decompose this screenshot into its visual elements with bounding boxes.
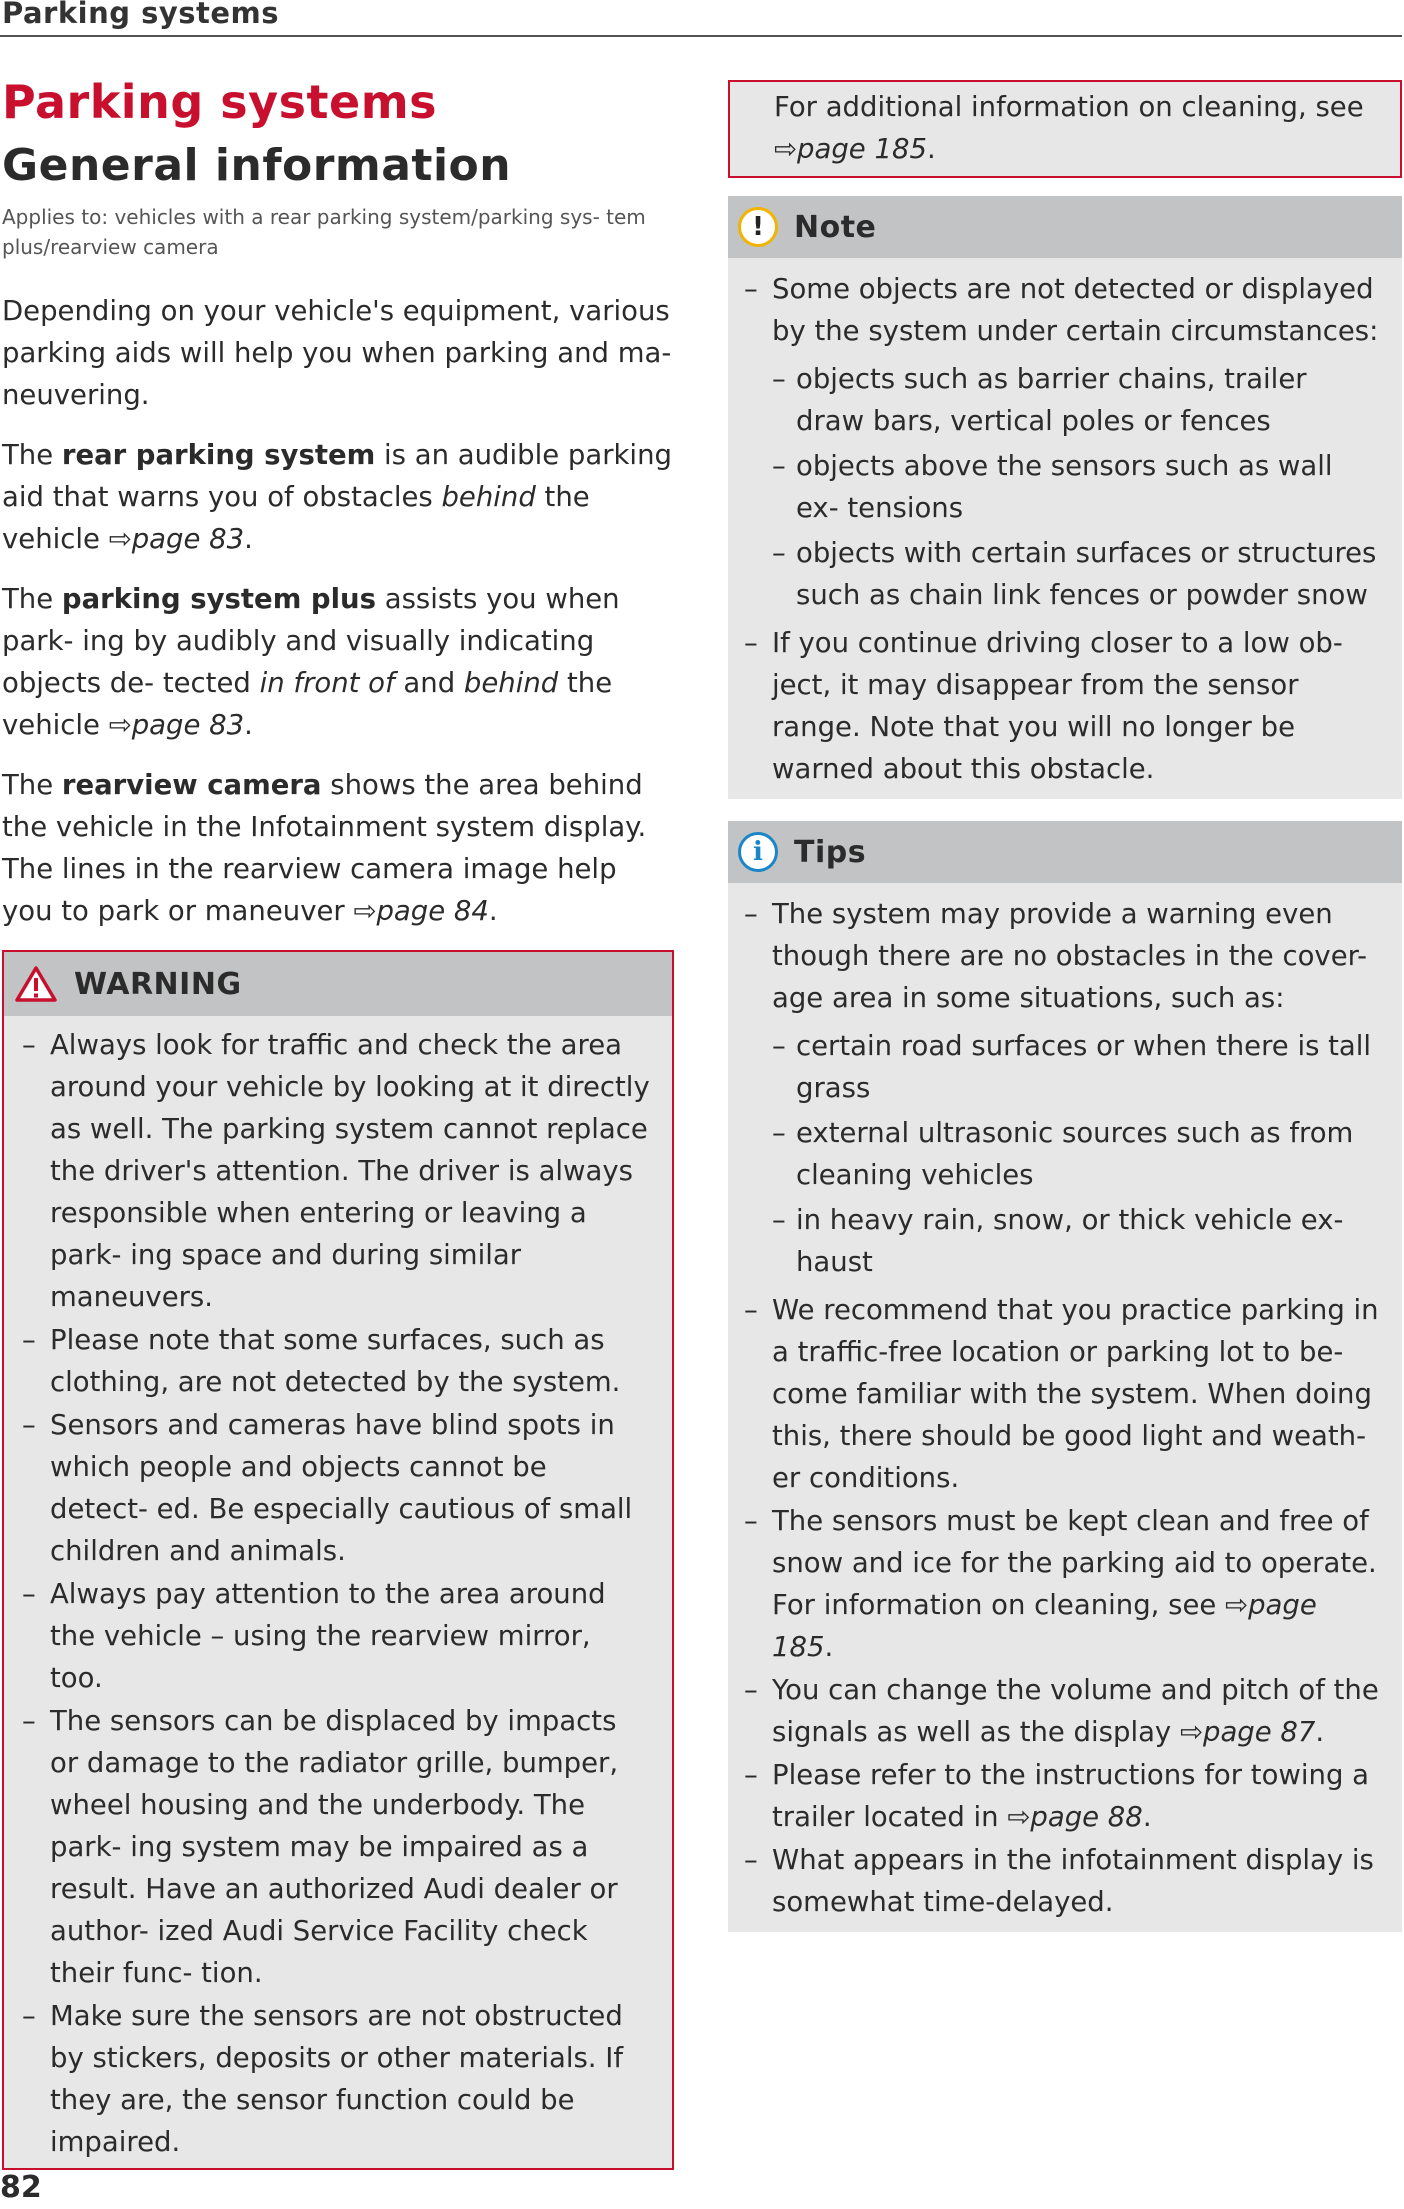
left-column bbox=[2, 70, 674, 2170]
tips-item: – You can change the volume and pitch of the signals as well as the display ⇨page 87. bbox=[742, 1669, 1382, 1753]
page-ref-link[interactable]: ⇨page 83 bbox=[108, 709, 245, 741]
warning-label: WARNING bbox=[74, 966, 242, 1002]
note-item: – If you continue driving closer to a low ob- ject, it may disappear from the sensor range. Note that you will no longer be warned about this obstacle. bbox=[742, 622, 1382, 790]
warning-item: – The sensors can be displaced by impacts or damage to the radiator grille, bumper, wheel housing and the underbody. The park- ing system may be impaired as a result. Have an authorized Audi dealer or author- ized Audi Service Facility check their func- tion. bbox=[20, 1700, 652, 1994]
tips-subitem: – external ultrasonic sources such as from cleaning vehicles bbox=[772, 1112, 1382, 1196]
warning-item: – Sensors and cameras have blind spots in which people and objects cannot be detect- ed. Be especially cautious of small children and animals. bbox=[20, 1404, 652, 1572]
warning-item: – Always pay attention to the area around the vehicle – using the rearview mirror, too. bbox=[20, 1573, 652, 1699]
cleaning-info-box: For additional information on cleaning, see ⇨page 185. bbox=[728, 80, 1402, 178]
note-list bbox=[742, 268, 1382, 790]
warning-item: – Please note that some surfaces, such as clothing, are not detected by the system. bbox=[20, 1319, 652, 1403]
tips-item: – What appears in the infotainment display is somewhat time-delayed. bbox=[742, 1839, 1382, 1923]
warning-item: – Always look for traffic and check the area around your vehicle by looking at it directly as well. The parking system cannot replace the driver's attention. The driver is always responsible when entering or leaving a park- ing space and during similar maneuvers. bbox=[20, 1024, 652, 1318]
header-rule bbox=[0, 35, 1402, 37]
rear-parking-paragraph: The rear parking system is an audible parking aid that warns you of obstacles behind the vehicle ⇨page 83. bbox=[2, 439, 672, 555]
rearview-camera-paragraph: The rearview camera shows the area behind the vehicle in the Infotainment system display. The lines in the rearview camera image help you to park or maneuver ⇨page 84. bbox=[2, 769, 647, 927]
page-ref-link[interactable]: ⇨page 88 bbox=[1007, 1801, 1143, 1833]
note-label: Note bbox=[794, 209, 877, 245]
tips-header bbox=[728, 821, 1402, 883]
warning-item: – Make sure the sensors are not obstructed by stickers, deposits or other materials. If they are, the sensor function could be impaired. bbox=[20, 1995, 652, 2163]
page-ref-link[interactable]: ⇨page 87 bbox=[1179, 1716, 1316, 1748]
note-subitem: – objects above the sensors such as wall ex- tensions bbox=[772, 445, 1382, 529]
exclamation-icon: ! bbox=[738, 207, 778, 247]
chapter-title: Parking systems bbox=[2, 75, 437, 129]
page-ref-link[interactable]: ⇨page 84 bbox=[353, 895, 489, 927]
tips-subitem: – certain road surfaces or when there is tall grass bbox=[772, 1025, 1382, 1109]
section-title: General information bbox=[2, 140, 512, 191]
intro-paragraph: Depending on your vehicle's equipment, various parking aids will help you when parking and ma- neuvering. bbox=[2, 295, 672, 411]
running-header: Parking systems bbox=[2, 0, 280, 30]
tips-item: – The system may provide a warning even though there are no obstacles in the cover- age area in some situations, such as: – certain road surfaces or when there is tall grass – external ultrasonic sources such as from cleaning vehicles – in heavy rain, snow, or thick vehicle ex- haust bbox=[742, 893, 1382, 1283]
note-subitem: – objects such as barrier chains, trailer draw bars, vertical poles or fences bbox=[772, 358, 1382, 442]
warning-list bbox=[20, 1024, 652, 2163]
warning-triangle-icon bbox=[14, 965, 58, 1003]
parking-plus-paragraph: The parking system plus assists you when park- ing by audibly and visually indicating objects de- tected in front of and behind the vehicle ⇨page 83. bbox=[2, 583, 620, 741]
page-ref-link[interactable]: ⇨page 83 bbox=[108, 523, 245, 555]
note-box bbox=[728, 196, 1402, 799]
right-column bbox=[728, 80, 1402, 1932]
page-number: 82 bbox=[0, 2170, 42, 2205]
term-parking-system-plus: parking system plus bbox=[61, 583, 376, 615]
tips-sublist bbox=[772, 1025, 1382, 1283]
tips-item: – We recommend that you practice parking in a traffic-free location or parking lot to be- come familiar with the system. When doing this, there should be good light and weath- er conditions. bbox=[742, 1289, 1382, 1499]
note-subitem: – objects with certain surfaces or structures such as chain link fences or powder snow bbox=[772, 532, 1382, 616]
tips-item: – Please refer to the instructions for towing a trailer located in ⇨page 88. bbox=[742, 1754, 1382, 1838]
info-icon: i bbox=[738, 832, 778, 872]
tips-label: Tips bbox=[794, 834, 867, 870]
page-ref-link[interactable]: ⇨page 185 bbox=[774, 133, 927, 165]
tips-subitem: – in heavy rain, snow, or thick vehicle ex- haust bbox=[772, 1199, 1382, 1283]
tips-item: – The sensors must be kept clean and free of snow and ice for the parking aid to operate. For information on cleaning, see ⇨page 185. bbox=[742, 1500, 1382, 1668]
tips-box bbox=[728, 821, 1402, 1932]
applies-to-note: Applies to: vehicles with a rear parking system/parking sys- tem plus/rearview camera bbox=[2, 205, 646, 259]
note-sublist bbox=[772, 358, 1382, 616]
term-rear-parking-system: rear parking system bbox=[61, 439, 376, 471]
warning-header bbox=[4, 952, 672, 1016]
tips-list bbox=[742, 893, 1382, 1923]
page-ref-link[interactable]: ⇨page 185 bbox=[772, 1589, 1317, 1663]
note-header bbox=[728, 196, 1402, 258]
term-rearview-camera: rearview camera bbox=[61, 769, 322, 801]
note-item: – Some objects are not detected or displayed by the system under certain circumstances: – objects such as barrier chains, trailer draw bars, vertical poles or fences – objects above the sensors such as wall ex- tensions – objects with certain surfaces or structures such as chain link fences or powder snow bbox=[742, 268, 1382, 616]
warning-box bbox=[2, 950, 674, 2170]
